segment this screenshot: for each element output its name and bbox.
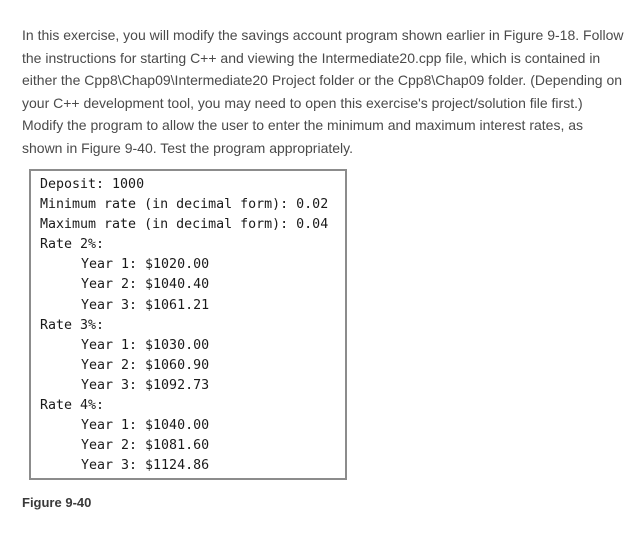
console-rate-label: Rate 3%: <box>40 317 105 333</box>
console-year-line: Year 3: $1092.73 <box>81 377 210 393</box>
instruction-line: either the Cpp8\Chap09\Intermediate20 Project folder or the Cpp8\Chap09 folder. (Depending on <box>22 72 623 88</box>
console-year-line: Year 2: $1040.40 <box>81 277 210 293</box>
console-year-line: Year 1: $1030.00 <box>81 337 210 353</box>
exercise-instructions <box>22 24 627 159</box>
console-year-line: Year 3: $1061.21 <box>81 297 210 313</box>
console-min-rate-line: Minimum rate (in decimal form): 0.02 <box>40 197 329 213</box>
console-year-line: Year 2: $1081.60 <box>81 438 210 454</box>
instruction-line: the instructions for starting C++ and viewing the Intermediate20.cpp file, which is contained in <box>22 49 601 66</box>
console-year-line: Year 1: $1040.00 <box>81 418 210 434</box>
console-output-lines <box>40 175 328 476</box>
console-year-line: Year 2: $1060.90 <box>81 357 210 373</box>
console-deposit-line: Deposit: 1000 <box>40 177 145 192</box>
console-rate-label: Rate 2%: <box>40 237 105 253</box>
console-year-line: Year 3: $1124.86 <box>81 458 210 474</box>
console-rate-label: Rate 4%: <box>40 398 105 414</box>
console-year-line: Year 1: $1020.00 <box>81 257 210 273</box>
instruction-line: your C++ development tool, you may need to open this exercise's project/solution file first.) <box>22 94 583 111</box>
instruction-line: Modify the program to allow the user to enter the minimum and maximum interest rates, as <box>22 117 584 133</box>
instruction-line: In this exercise, you will modify the savings account program shown earlier in Figure 9-18. Follow <box>22 27 624 43</box>
console-max-rate-line: Maximum rate (in decimal form): 0.04 <box>40 217 329 233</box>
console-output-box <box>29 169 347 480</box>
figure-caption: Figure 9-40 <box>22 495 92 510</box>
instruction-line: shown in Figure 9-40. Test the program appropriately. <box>22 139 353 156</box>
